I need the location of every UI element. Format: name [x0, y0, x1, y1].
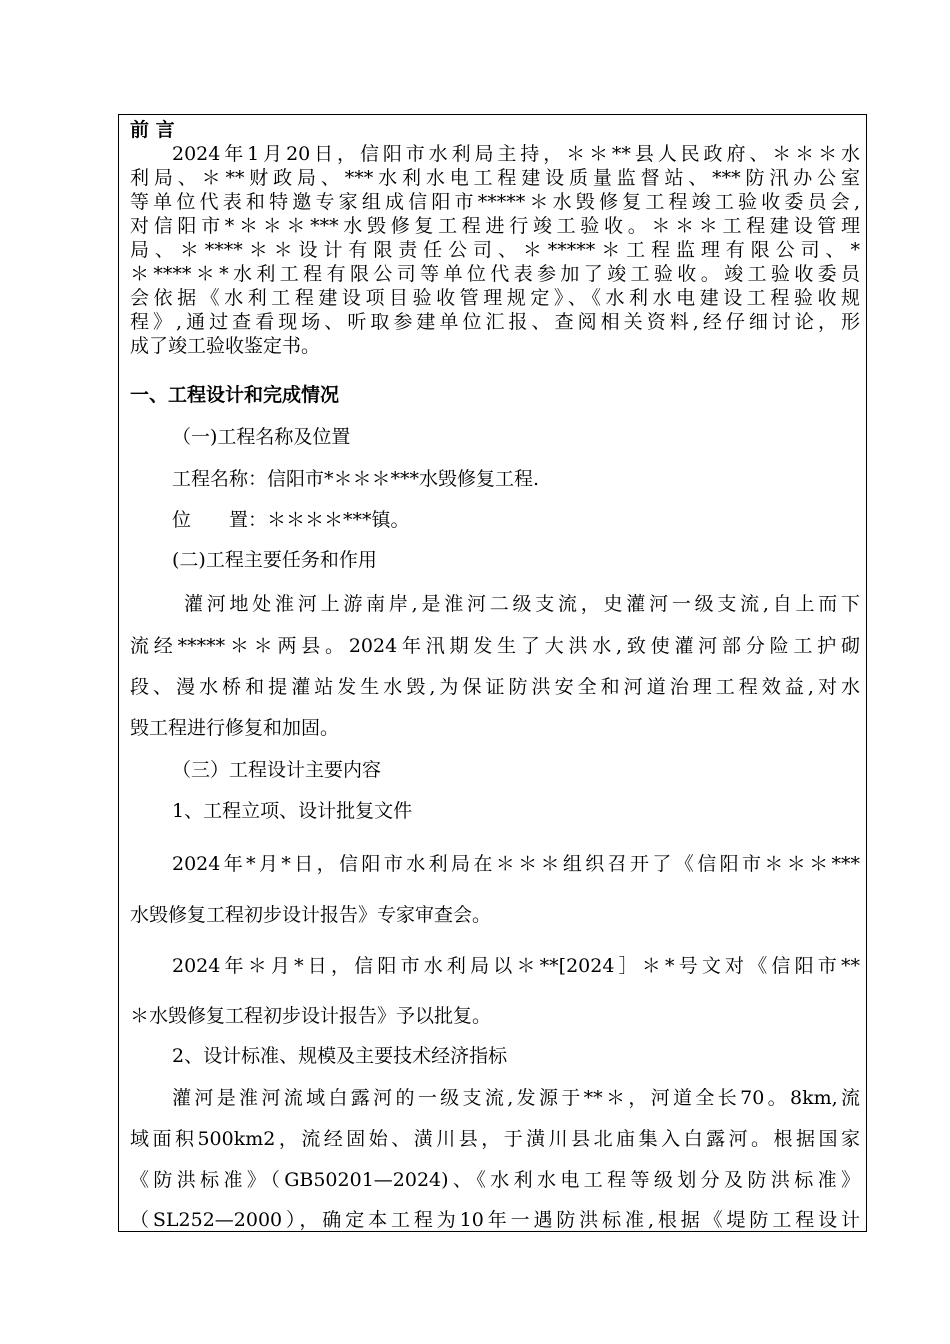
- body-line: 毁工程进行修复和加固。: [130, 717, 340, 739]
- body-line: 《防洪标准》（GB50201—2024)、《水利水电工程等级划分及防洪标准》: [130, 1169, 860, 1191]
- preface-line: 对信阳市*＊＊＊***水毁修复工程进行竣工验收。＊＊＊工程建设管理: [130, 215, 860, 237]
- item-title: 1、工程立项、设计批复文件: [172, 800, 413, 822]
- body-line: ＊水毁修复工程初步设计报告》予以批复。: [130, 1005, 492, 1027]
- preface-line: 等单位代表和特邀专家组成信阳市*****＊水毁修复工程竣工验收委员会,: [130, 191, 860, 213]
- preface-heading: 前 言: [130, 119, 175, 141]
- subsection-title: （一)工程名称及位置: [172, 426, 351, 448]
- preface-line: 2024年1月20日，信阳市水利局主持，＊＊**县人民政府、＊＊＊水: [172, 143, 860, 165]
- preface-line: ＊****＊*水利工程有限公司等单位代表参加了竣工验收。竣工验收委员: [130, 263, 860, 285]
- body-line: 段、漫水桥和提灌站发生水毁,为保证防洪安全和河道治理工程效益,对水: [130, 676, 860, 698]
- body-line: （SL252—2000），确定本工程为10年一遇防洪标准,根据《堤防工程设计: [130, 1209, 860, 1231]
- body-line: 水毁修复工程初步设计报告》专家审查会。: [130, 904, 492, 926]
- subsection-title: （三）工程设计主要内容: [172, 759, 382, 781]
- project-location: 位 置：＊＊＊＊***镇。: [172, 509, 410, 531]
- preface-line: 利局、＊**财政局、***水利水电工程建设质量监督站、***防汛办公室: [130, 167, 860, 189]
- preface-line: 局、＊****＊＊设计有限责任公司、＊*****＊工程监理有限公司、*: [130, 239, 860, 261]
- body-line: 域面积500km2，流经固始、潢川县，于潢川县北庙集入白露河。根据国家: [130, 1128, 860, 1150]
- item-title: 2、设计标准、规模及主要技术经济指标: [172, 1045, 508, 1067]
- preface-line: 成了竣工验收鉴定书。: [130, 335, 321, 357]
- body-line: 灌河地处淮河上游南岸,是淮河二级支流，史灌河一级支流,自上而下: [184, 593, 860, 615]
- body-line: 流经*****＊＊两县。2024年汛期发生了大洪水,致使灌河部分险工护砌: [130, 635, 860, 657]
- body-line: 灌河是淮河流域白露河的一级支流,发源于**＊，河道全长70。8km,流: [172, 1087, 860, 1109]
- project-name: 工程名称：信阳市*＊＊＊***水毁修复工程.: [172, 468, 540, 490]
- body-line: 2024年＊月*日，信阳市水利局以＊**[2024］＊*号文对《信阳市**: [172, 955, 860, 977]
- preface-line: 程》,通过查看现场、听取参建单位汇报、查阅相关资料,经仔细讨论，形: [130, 311, 860, 333]
- subsection-title: (二)工程主要任务和作用: [172, 549, 377, 571]
- section-heading: 一、工程设计和完成情况: [130, 384, 340, 406]
- body-line: 2024年*月*日，信阳市水利局在＊＊＊组织召开了《信阳市＊＊＊***: [172, 853, 860, 875]
- preface-line: 会依据《水利工程建设项目验收管理规定》、《水利水电建设工程验收规: [130, 287, 860, 309]
